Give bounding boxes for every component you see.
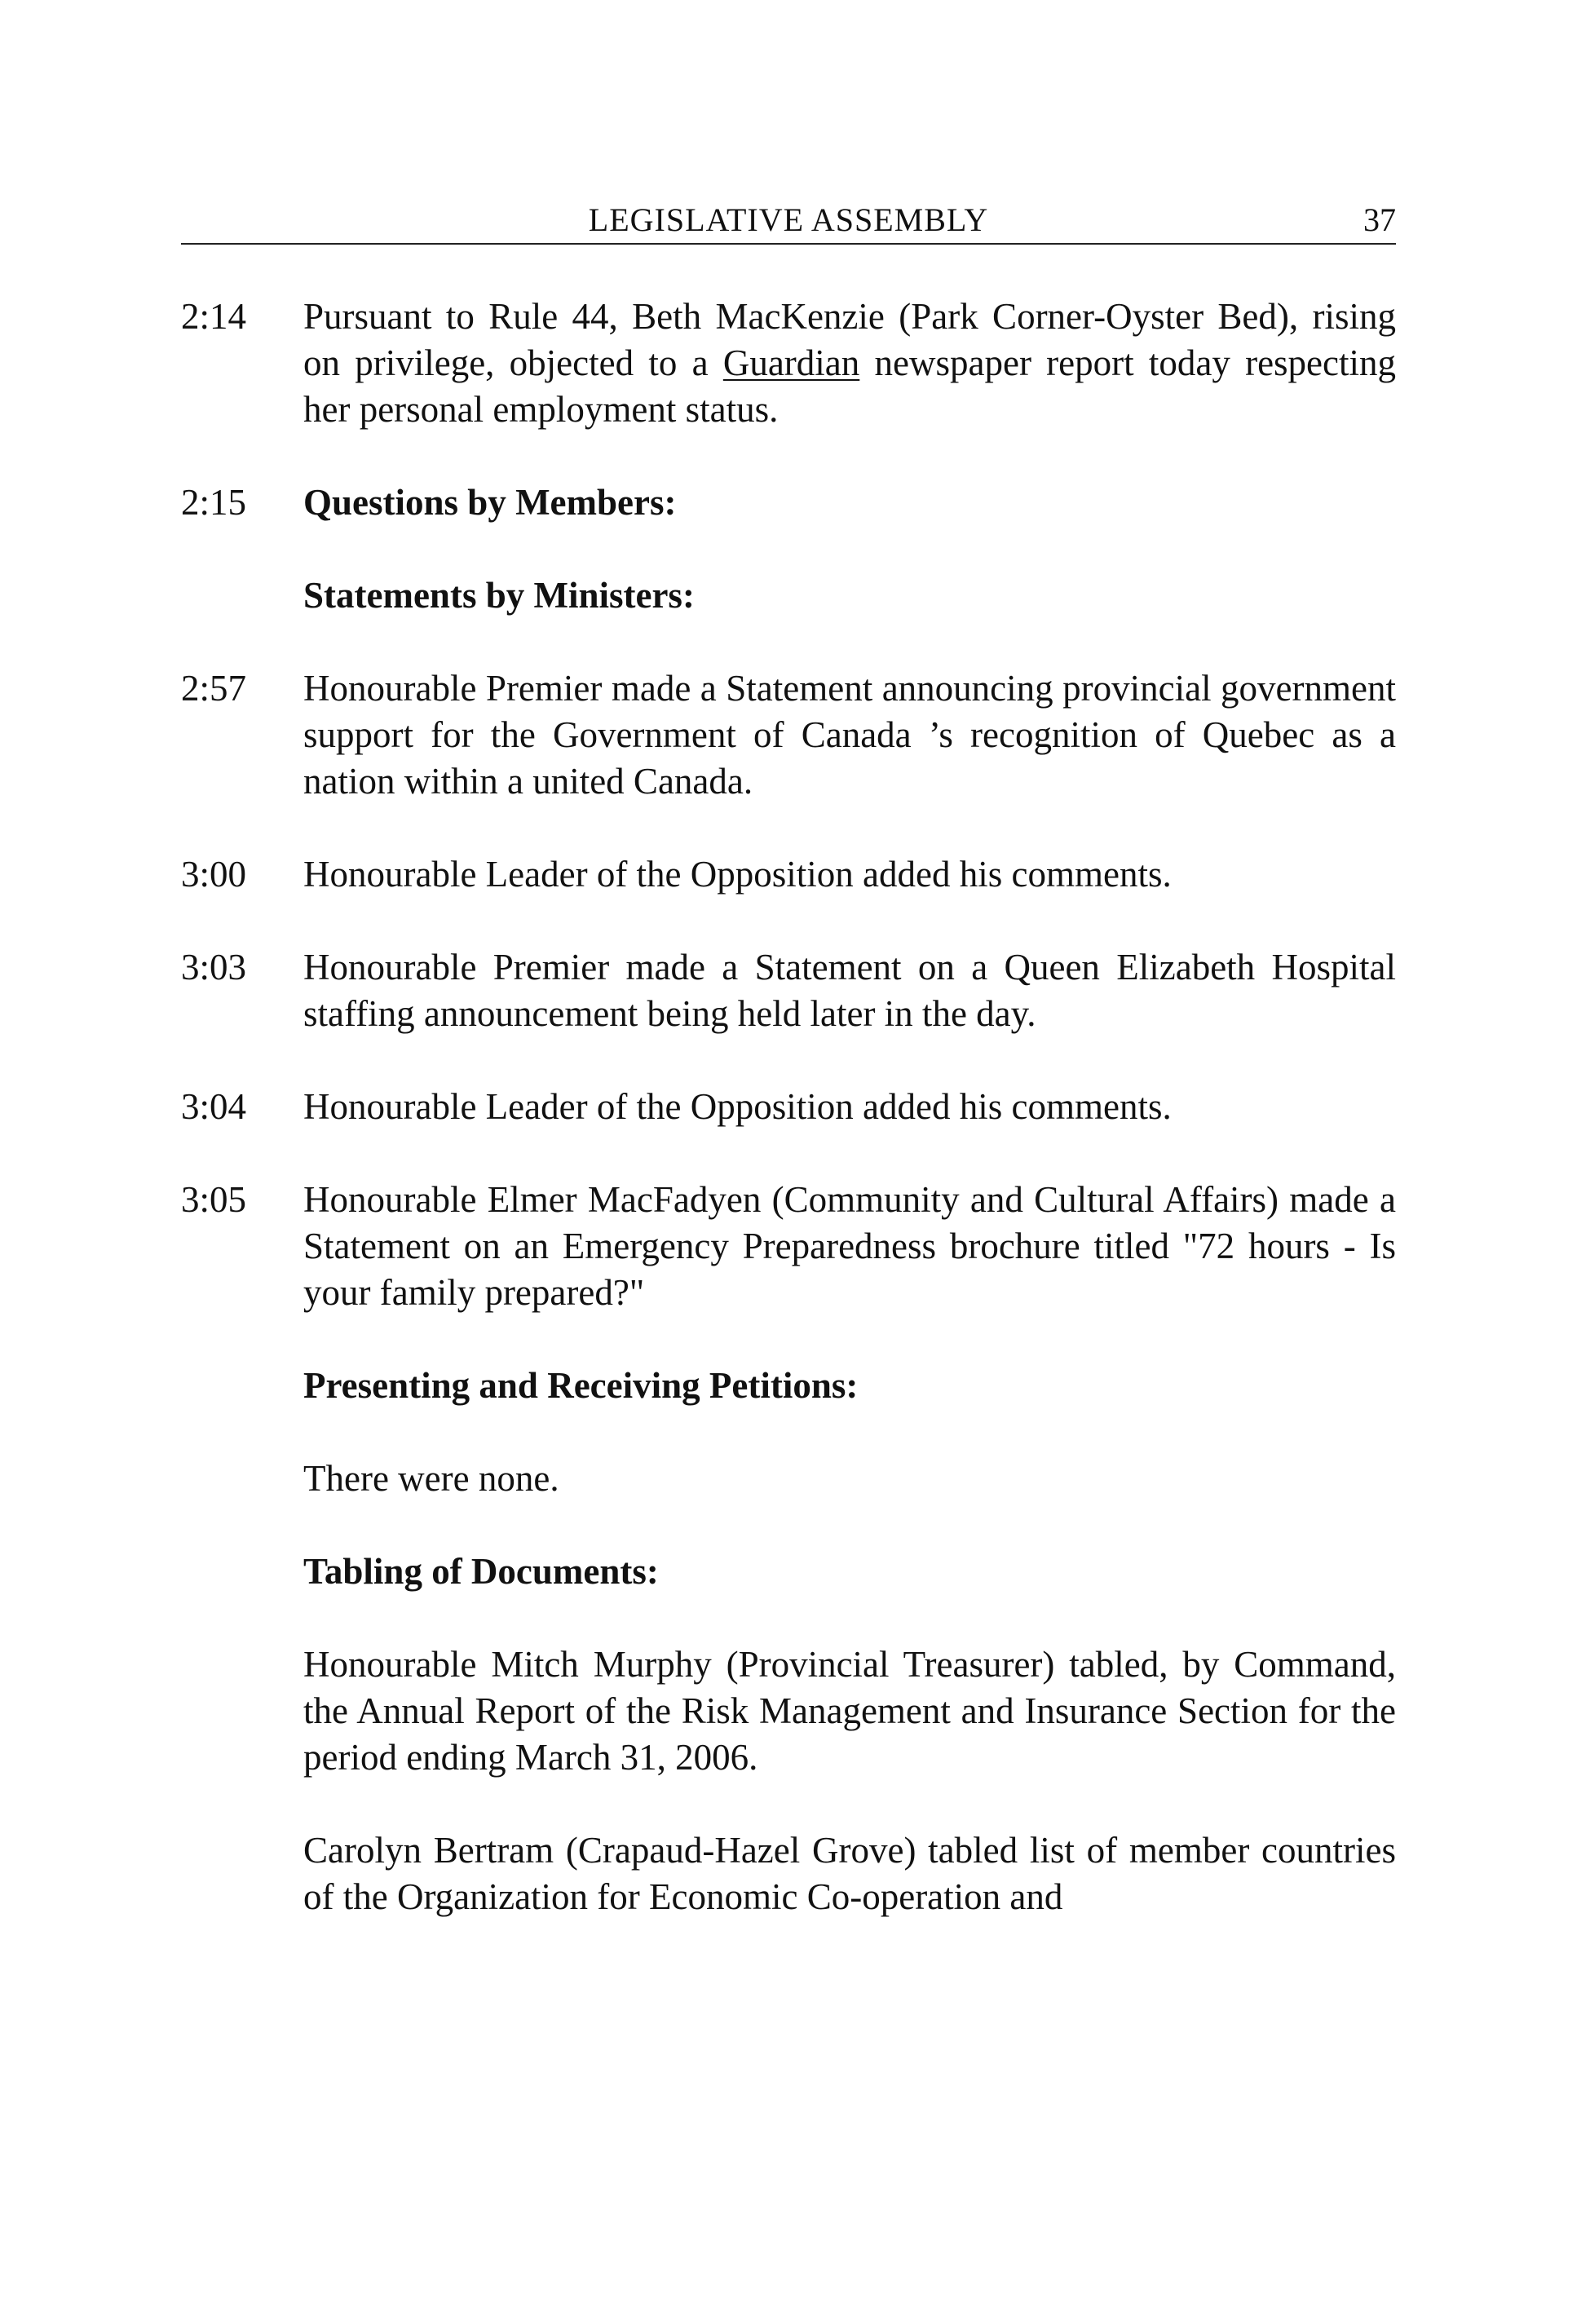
- journal-body: [181, 294, 1396, 1967]
- journal-entry: [181, 851, 1396, 898]
- journal-entry: [181, 1363, 1396, 1409]
- entry-text: There were none.: [303, 1458, 559, 1499]
- entry-content: [303, 1456, 1396, 1502]
- section-heading: Presenting and Receiving Petitions:: [303, 1365, 859, 1406]
- entry-content: [303, 851, 1396, 898]
- entry-text-part: newspaper report today respecting her personal employment status.: [303, 342, 1397, 430]
- entry-content: [303, 1177, 1396, 1316]
- journal-entry: [181, 1084, 1396, 1130]
- entry-time: 2:15: [181, 482, 247, 523]
- section-heading: Questions by Members:: [303, 482, 677, 523]
- entry-text: Honourable Premier made a Statement announcing provincial government support for the Government of Canada ’s recognition of Quebec as a nation within a united Canada.: [303, 668, 1396, 802]
- journal-entry: [181, 294, 1396, 433]
- entry-time: 3:04: [181, 1086, 247, 1127]
- entry-text: Honourable Leader of the Opposition added his comments.: [303, 1086, 1172, 1127]
- entry-content: [303, 572, 1396, 619]
- section-heading: Tabling of Documents:: [303, 1551, 659, 1592]
- entry-content: [303, 1827, 1396, 1920]
- journal-entry: [181, 1456, 1396, 1502]
- journal-entry: [181, 1177, 1396, 1316]
- entry-text: Honourable Mitch Murphy (Provincial Treasurer) tabled, by Command, the Annual Report of the Risk Management and Insurance Section for the period ending March 31, 2006.: [303, 1644, 1396, 1778]
- entry-text: Honourable Elmer MacFadyen (Community and Cultural Affairs) made a Statement on an Emergency Preparedness brochure titled "72 hours - Is your family prepared?": [303, 1179, 1396, 1313]
- entry-content: [303, 1641, 1396, 1781]
- entry-time: 3:00: [181, 854, 247, 895]
- journal-entry: [181, 572, 1396, 619]
- journal-entry: [181, 665, 1396, 805]
- header-title: LEGISLATIVE ASSEMBLY: [588, 201, 989, 238]
- journal-entry: [181, 1827, 1396, 1920]
- entry-time: 2:57: [181, 668, 247, 709]
- entry-content: [303, 1549, 1396, 1595]
- page-number: 37: [1363, 201, 1396, 238]
- entry-time: 3:03: [181, 947, 247, 987]
- entry-content: [303, 294, 1396, 433]
- entry-content: [303, 944, 1396, 1037]
- entry-content: [303, 1363, 1396, 1409]
- journal-entry: [181, 1549, 1396, 1595]
- newspaper-name: Guardian: [722, 342, 860, 383]
- entry-content: [303, 665, 1396, 805]
- entry-text: Honourable Premier made a Statement on a Queen Elizabeth Hospital staffing announcement being held later in the day.: [303, 947, 1396, 1034]
- entry-text-part: Pursuant to Rule 44, Beth MacKenzie (Park Corner-Oyster Bed), rising on privilege, objected to a: [303, 296, 1396, 383]
- entry-text: Honourable Leader of the Opposition added his comments.: [303, 854, 1172, 895]
- entry-time: 2:14: [181, 296, 247, 337]
- section-heading: Statements by Ministers:: [303, 575, 695, 616]
- journal-entry: [181, 479, 1396, 526]
- entry-content: [303, 479, 1396, 526]
- running-header: [181, 196, 1396, 245]
- journal-entry: [181, 944, 1396, 1037]
- entry-text: Carolyn Bertram (Crapaud-Hazel Grove) tabled list of member countries of the Organization for Economic Co-operation and: [303, 1830, 1396, 1917]
- entry-content: [303, 1084, 1396, 1130]
- entry-text: [303, 294, 1396, 433]
- entry-time: 3:05: [181, 1179, 247, 1220]
- journal-entry: [181, 1641, 1396, 1781]
